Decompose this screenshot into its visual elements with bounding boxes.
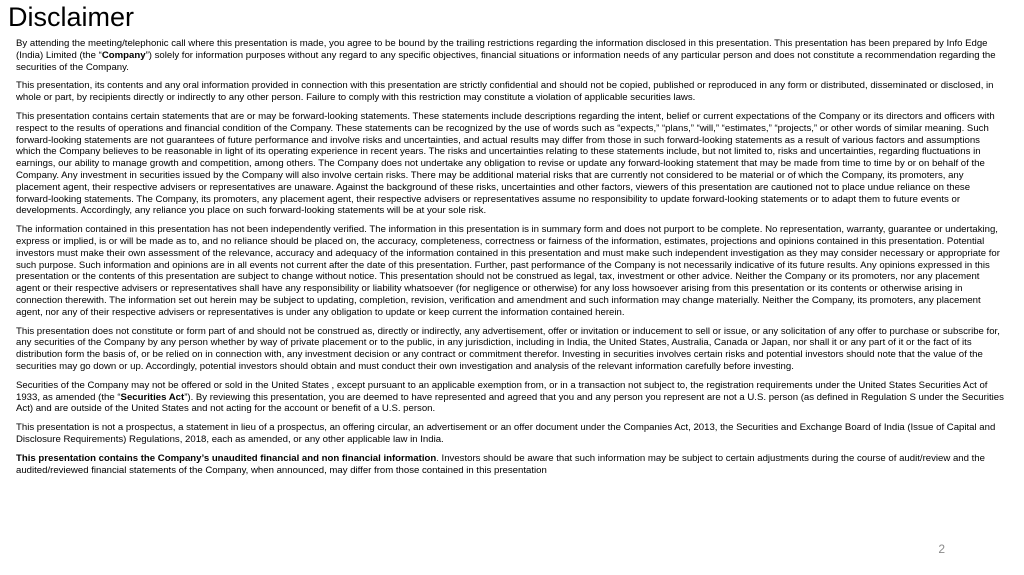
- paragraph-us-securities: [16, 380, 1006, 415]
- slide-title: Disclaimer: [8, 2, 135, 32]
- paragraph-agreement: [16, 38, 1006, 73]
- paragraph-unaudited: [16, 453, 1006, 477]
- page-number: 2: [938, 542, 945, 556]
- disclaimer-body: [16, 38, 1006, 483]
- paragraph-text: By attending the meeting/telephonic call where this presentation is made, you agree to be bound by the trailing restrictions regarding the information disclosed in this presentation. This presentation has been prepared by Info Edge (India) Limited (the “: [16, 38, 988, 61]
- paragraph-text: ”) solely for information purposes without any regard to any specific objectives, financial situations or information needs of any particular person and does not constitute a recommendation regarding the securities of the Company.: [16, 49, 996, 73]
- defined-term-company: Company: [101, 49, 146, 61]
- paragraph-no-offer: This presentation does not constitute or form part of and should not be construed as, directly or indirectly, any advertisement, offer or invitation or inducement to sell or issue, or any solicitation of any offer to purchase or subscribe for, any securities of the Company by any person whether by way of private placement or to the public, in any jurisdiction, including in India, the United States, Australia, Canada or Japan, nor shall it or any part of it or the fact of its distribution form the basis of, or be relied on in connection with, any investment decision or any contract or commitment therefor. Investing in securities involves certain risks and potential investors should note that the value of the securities may go down or up. Accordingly, potential investors should obtain and must conduct their own investigation and analysis of the relevant information carefully before investing.: [16, 325, 1000, 372]
- paragraph-not-verified: The information contained in this presentation has not been independently verified. The information in this presentation is in summary form and does not purport to be complete. No representation, warranty, guarantee or undertaking, express or implied, is or will be made as to, and no reliance should be placed on, the accuracy, completeness, correctness or fairness of the information, estimates, projections and opinions contained in this presentation. Potential investors must make their own assessment of the relevance, accuracy and adequacy of the information contained in this presentation and must make such independent investigation as they may consider necessary or appropriate for such purpose. Such information and opinions are in all events not current after the date of this presentation. Further, past performance of the Company is not necessarily indicative of its future results. Any opinions expressed in this presentation or the contents of this presentation are subject to change without notice. This presentation should not be construed as legal, tax, investment or other advice. Neither the Company or its promoters, nor any placement agent or their respective advisers or representatives shall have any responsibility or liability whatsoever (for negligence or otherwise) for any loss howsoever arising from this presentation or its contents or otherwise arising in connection therewith. The information set out herein may be subject to updating, completion, revision, verification and amendment and such information may change materially. Neither the Company, its promoters, any placement agent, nor any of their respective advisers or representatives is under any obligation to update or keep current the information contained herein.: [16, 224, 1000, 318]
- paragraph-text: ”). By reviewing this presentation, you are deemed to have represented and agreed that you and any person you represent are not a U.S. person (as defined in Regulation S under the Securities Act) and are outside of the United States and not acting for the account or benefit of a U.S. person.: [16, 391, 1004, 415]
- paragraph-text: Securities of the Company may not be offered or sold in the United States , except pursuant to an applicable exemption from, or in a transaction not subject to, the registration requirements under the United States Securities Act of 1933, as amended (the “: [16, 379, 988, 403]
- unaudited-notice: This presentation contains the Company’s unaudited financial and non financial information: [16, 452, 437, 464]
- defined-term-securities-act: Securities Act: [120, 391, 185, 403]
- paragraph-forward-looking: This presentation contains certain statements that are or may be forward-looking statements. These statements include descriptions regarding the intent, belief or current expectations of the Company or its directors and officers with respect to the results of operations and financial condition of the Company. These statements can be recognized by the use of words such as “expects,” “plans,” “will,” “estimates,” “projects,” or other words of similar meaning. Such forward-looking statements are not guarantees of future performance and involve risks and uncertainties, and actual results may differ from those in such forward-looking statements as a result of various factors and assumptions which the Company believes to be reasonable in light of its operating experience in recent years. The risks and uncertainties relating to these statements include, but not limited to, risks and uncertainties, regarding fluctuations in earnings, our ability to manage growth and competition, among others. The Company does not undertake any obligation to revise or update any forward-looking statement that may be made from time to time by or on behalf of the Company. Any investment in securities issued by the Company will also involve certain risks. There may be additional material risks that are currently not considered to be material or of which the Company, its promoters, any placement agent, their respective advisers or representatives are unaware. Against the background of these risks, uncertainties and other factors, viewers of this presentation are cautioned not to place undue reliance on these forward-looking statements. The Company, its promoters, any placement agent, their respective advisers or representatives assume no responsibility to update forward-looking statements or to adapt them to future events or developments. Accordingly, any reliance you place on such forward-looking statements will be at your sole risk.: [16, 110, 995, 217]
- paragraph-not-prospectus: This presentation is not a prospectus, a statement in lieu of a prospectus, an offering circular, an advertisement or an offer document under the Companies Act, 2013, the Securities and Exchange Board of India (Issue of Capital and Disclosure Requirements) Regulations, 2018, each as amended, or any other applicable law in India.: [16, 422, 996, 445]
- paragraph-text: . Investors should be aware that such information may be subject to certain adjustments during the course of audit/review and the audited/reviewed financial statements of the Company, when announced, may differ from those contained in this presentation: [16, 452, 985, 476]
- paragraph-confidentiality: This presentation, its contents and any oral information provided in connection with this presentation are strictly confidential and should not be copied, published or reproduced in any form or distributed, disseminated or disclosed, in whole or part, by recipients directly or indirectly to any other person. Failure to comply with this restriction may constitute a violation of applicable securities laws.: [16, 80, 994, 104]
